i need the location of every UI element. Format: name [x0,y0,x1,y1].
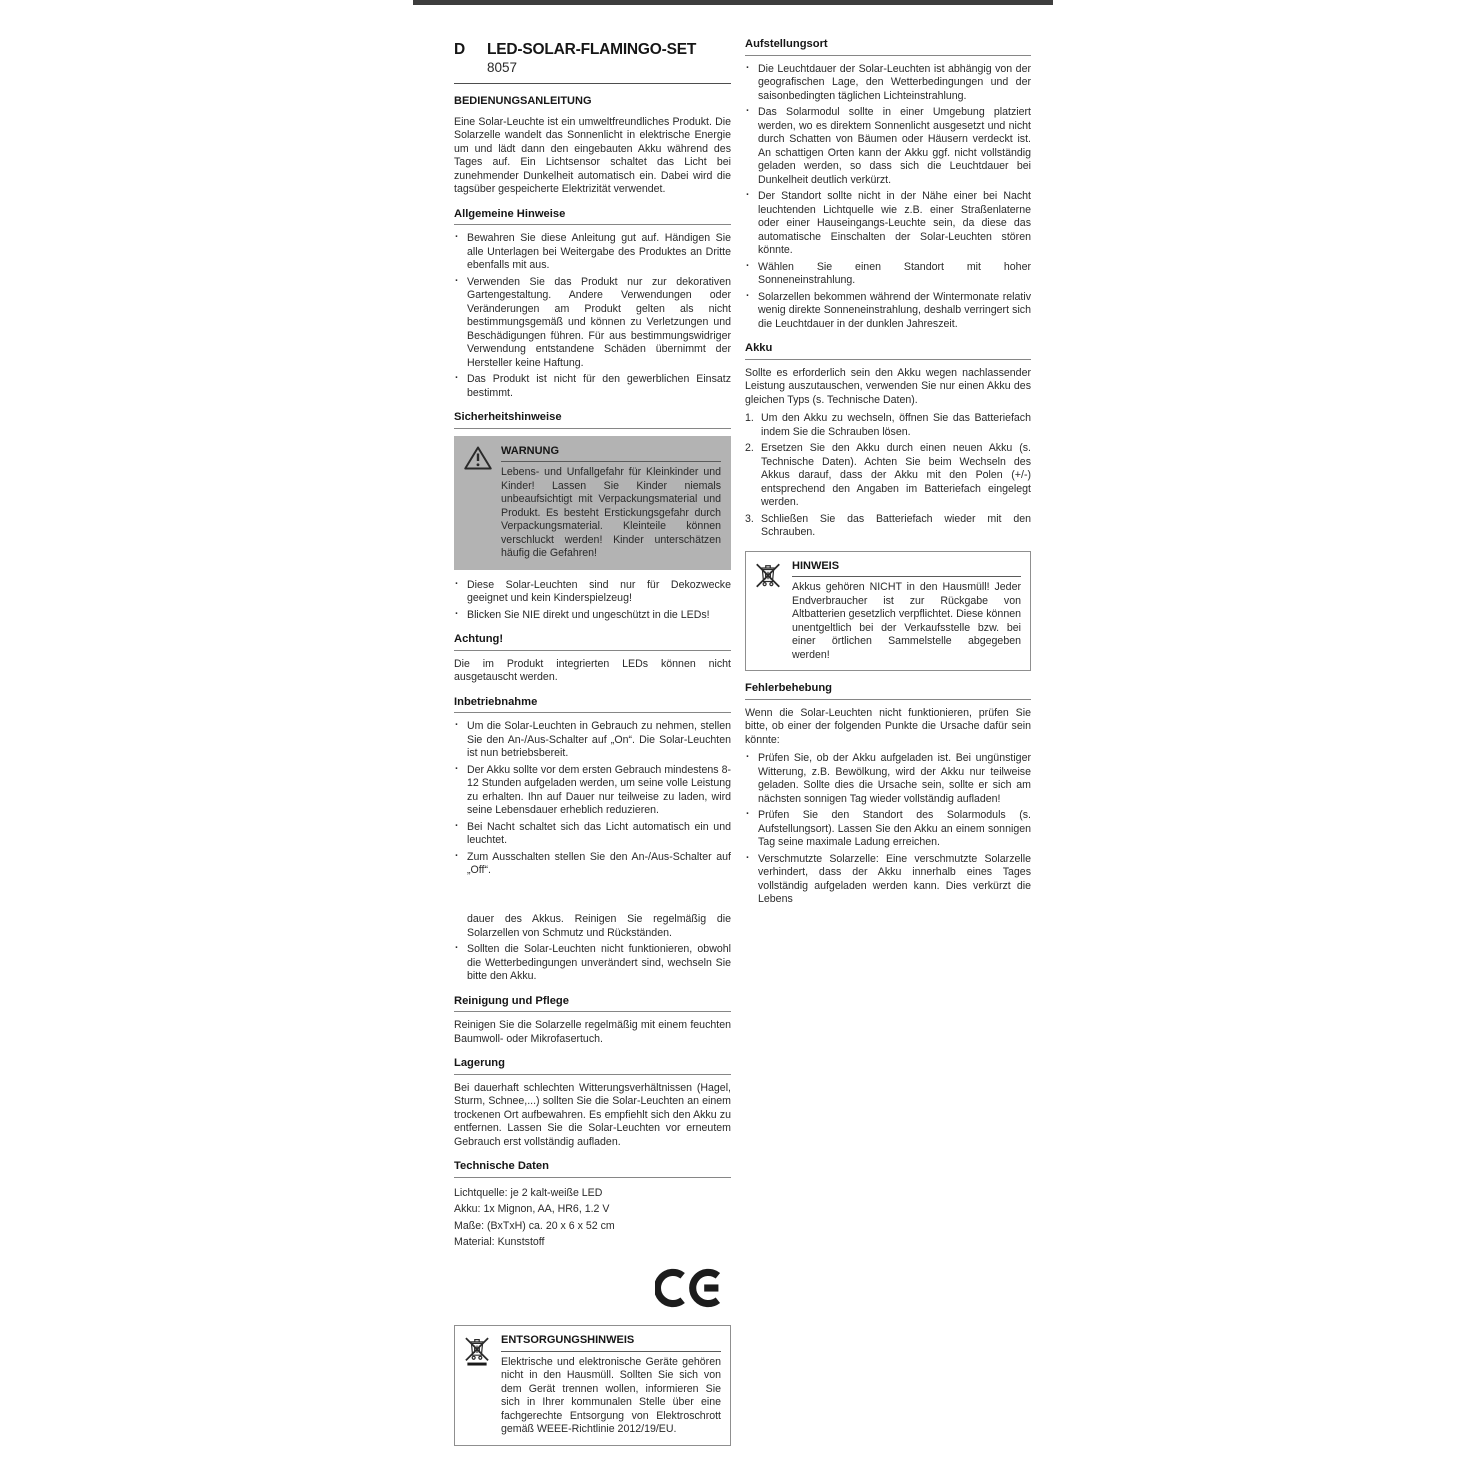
list-item: · Zum Ausschalten stellen Sie den An-/Aus-Schalter auf „Off“. [454,851,731,878]
right-column [745,38,1031,914]
page-title: LED-SOLAR-FLAMINGO-SET [487,41,697,58]
list-item: · Solarzellen bekommen während der Wintermonate relativ wenig direkte Sonneneinstrahlung, deshalb verringert sich die Leuchtdauer in der dunklen Jahreszeit. [745,291,1031,332]
numbered-step [745,412,1031,439]
numbered-step [745,442,1031,510]
left-column [454,40,731,885]
page-top-print-bar [413,0,1053,5]
akku-intro: Sollte es erforderlich sein den Akku wegen nachlassender Leistung auszutauschen, verwenden Sie nur einen Akku des gleichen Typs (s. Technische Daten). [745,366,1031,406]
list-item: · Diese Solar-Leuchten sind nur für Dekozwecke geeignet und kein Kinderspielzeug! [454,579,731,606]
achtung-paragraph: Die im Produkt integrierten LEDs können nicht ausgetauscht werden. [454,657,731,683]
heading-allgemeine-hinweise: Allgemeine Hinweise [454,208,731,226]
continuation-text: dauer des Akkus. Reinigen Sie regelmäßig die Solarzellen von Schmutz und Rückständen. [467,913,731,939]
warning-triangle-icon [463,445,493,471]
inbetriebnahme-list [454,720,731,878]
warning-text: Lebens- und Unfallgefahr für Kleinkinder und Kinder! Lassen Sie Kinder niemals unbeaufsichtigt mit Verpackungsmaterial und Produkt. Es besteht Erstickungsgefahr durch Verpackungsmaterial. Kleinteile können verschluckt werden! Kinder unterschätzen häufig die Gefahren! [501,466,721,559]
tech-spec-line: Lichtquelle: je 2 kalt-weiße LED [454,1186,603,1199]
list-item: · Verschmutzte Solarzelle: Eine verschmutzte Solarzelle verhindert, dass der Akku innerhalb eines Tages vollständig aufgeladen werden kann. Dies verkürzt die Lebens [745,853,1031,907]
allgemeine-hinweise-list [454,232,731,400]
tech-spec-line: Akku: 1x Mignon, AA, HR6, 1.2 V [454,1203,610,1215]
heading-lagerung: Lagerung [454,1057,731,1075]
list-item: · Prüfen Sie den Standort des Solarmoduls (s. Aufstellungsort). Lassen Sie den Akku an einem sonnigen Tag seine maximale Ladung erreichen. [745,809,1031,850]
fehlerbehebung-intro: Wenn die Solar-Leuchten nicht funktionieren, prüfen Sie bitte, ob einer der folgenden Punkte die Ursache dafür sein könnte: [745,706,1031,746]
hinweis-title: HINWEIS [792,560,1021,578]
left-column-continuation [454,913,731,1455]
list-item: · Verwenden Sie das Produkt nur zur dekorativen Gartengestaltung. Andere Verwendungen oder Veränderungen am Produkt gelten als nicht bestimmungsgemäß und können zu Verletzungen und Beschädigungen führen. Für aus bestimmungswidriger Verwendung entstandene Schäden übernimmt der Hersteller keine Haftung. [454,276,731,371]
model-number: 8057 [487,60,518,75]
entsorgung-text: Elektrische und elektronische Geräte gehören nicht in den Hausmüll. Sollten Sie sich von dem Gerät trennen wollen, informieren Sie sich in Ihrer kommunalen Stelle über eine fachgerechte Entsorgung von Elektroschrott gemäß WEEE-Richtlinie 2012/19/EU. [501,1355,721,1435]
heading-bedienungsanleitung: BEDIENUNGSANLEITUNG [454,95,592,107]
hinweis-text: Akkus gehören NICHT in den Hausmüll! Jeder Endverbraucher ist zur Rückgabe von Altbatterien gesetzlich verpflichtet. Diese können unentgeltlich bei der Verkaufsstelle bzw. bei einer örtlichen Sammelstelle abgegeben werden! [792,581,1021,661]
weee-crossed-bin-icon [462,1333,492,1367]
step-number: 2. [745,442,754,454]
list-item: · Die Leuchtdauer der Solar-Leuchten ist abhängig von der geografischen Lage, den Wetterbedingungen und der saisonbedingten täglichen Lichteinstrahlung. [745,63,1031,104]
heading-inbetriebnahme: Inbetriebnahme [454,696,731,714]
step-text: Schließen Sie das Batteriefach wieder mit den Schrauben. [761,512,1031,538]
heading-technische-daten: Technische Daten [454,1160,731,1178]
step-text: Ersetzen Sie den Akku durch einen neuen Akku (s. Technische Daten). Achten Sie beim Wechseln des Akkus darauf, dass der Akku mit den Polen (+/-) entsprechend den Angaben im Batteriefach eingelegt werden. [761,442,1031,508]
numbered-step [745,513,1031,540]
reinigung-paragraph: Reinigen Sie die Solarzelle regelmäßig mit einem feuchten Baumwoll- oder Mikrofasertuch. [454,1019,731,1045]
tech-spec-line: Material: Kunststoff [454,1236,545,1248]
battery-disposal-icon [753,559,783,589]
list-item: · Blicken Sie NIE direkt und ungeschützt in die LEDs! [454,609,731,623]
list-item: · Sollten die Solar-Leuchten nicht funktionieren, obwohl die Wetterbedingungen unverändert sind, wechseln Sie bitte den Akku. [454,943,731,984]
tech-spec-line: Maße: (BxTxH) ca. 20 x 6 x 52 cm [454,1219,615,1232]
heading-sicherheitshinweise: Sicherheitshinweise [454,411,731,429]
aufstellungsort-list [745,63,1031,332]
step-number: 1. [745,412,754,424]
list-item: · Prüfen Sie, ob der Akku aufgeladen ist. Bei ungünstiger Witterung, z.B. Bewölkung, wird der Akku nur teilweise geladen. Sollte dies die Ursache sein, sollte er sich am nächsten sonnigen Tag wieder vollständig aufladen! [745,752,1031,806]
list-item: · Um die Solar-Leuchten in Gebrauch zu nehmen, stellen Sie den An-/Aus-Schalter auf „On“. Die Solar-Leuchten ist nun betriebsbereit. [454,720,731,761]
list-item: · Der Akku sollte vor dem ersten Gebrauch mindestens 8-12 Stunden aufgeladen werden, um seine volle Leistung zu erhalten. Ihn auf Dauer nur teilweise zu laden, wird seine Lebensdauer erheblich reduzieren. [454,764,731,818]
warning-box [454,436,731,570]
list-item: · Wählen Sie einen Standort mit hoher Sonneneinstrahlung. [745,261,1031,288]
list-item: · Bei Nacht schaltet sich das Licht automatisch ein und leuchtet. [454,821,731,848]
hinweis-box [745,551,1031,672]
entsorgungshinweis-box [454,1325,731,1446]
heading-aufstellungsort: Aufstellungsort [745,38,1031,56]
lagerung-paragraph: Bei dauerhaft schlechten Witterungsverhältnissen (Hagel, Sturm, Schnee,...) sollten Sie die Solar-Leuchten an einem trockenen Ort aufbewahren. Es empfiehlt sich den Akku zu entfernen. Lassen Sie die Solar-Leuchten vor erneutem Gebrauch erst vollständig aufladen. [454,1081,731,1148]
heading-fehlerbehebung: Fehlerbehebung [745,682,1031,700]
entsorgung-title: ENTSORGUNGSHINWEIS [501,1334,721,1352]
fehlerbehebung-list [745,752,1031,907]
document-title-block [454,40,731,84]
warning-title: WARNUNG [501,445,721,463]
heading-reinigung: Reinigung und Pflege [454,995,731,1013]
list-item: · Der Standort sollte nicht in der Nähe einer bei Nacht leuchtenden Lichtquelle wie z.B. einer Straßenlaterne oder einer Hauseingangs-Leuchte sein, da diese das automatische Einschalten der Solar-Leuchten stören könnte. [745,190,1031,258]
heading-akku: Akku [745,342,1031,360]
list-item: · Bewahren Sie diese Anleitung gut auf. Händigen Sie alle Unterlagen bei Weitergabe des Produktes an Dritte ebenfalls mit aus. [454,232,731,273]
akku-steps [745,412,1031,540]
title-divider [454,83,731,84]
step-text: Um den Akku zu wechseln, öffnen Sie das Batteriefach indem Sie die Schrauben lösen. [761,412,1031,438]
heading-achtung: Achtung! [454,633,731,651]
sicherheitshinweise-list [454,579,731,623]
list-item: · Das Solarmodul sollte in einer Umgebung platziert werden, wo es direktem Sonnenlicht ausgesetzt und nicht durch Schatten von Bäumen oder Häusern verdeckt ist. An schattigen Orten kann der Akku ggf. nicht vollständig geladen werden, so dass sich die Leuchtdauer bei Dunkelheit deutlich verkürzt. [745,106,1031,187]
language-code: D [454,41,465,58]
intro-paragraph: Eine Solar-Leuchte ist ein umweltfreundliches Produkt. Die Solarzelle wandelt das Sonnenlicht in elektrische Energie um und lädt dann den eingebauten Akku während des Tages auf. Ein Lichtsensor schaltet das Licht bei zunehmender Dunkelheit automatisch ein. Dabei wird die tagsüber gespeicherte Elektrizität verwendet. [454,115,731,195]
ce-mark-icon [454,1267,729,1314]
step-number: 3. [745,512,754,525]
list-item: · Das Produkt ist nicht für den gewerblichen Einsatz bestimmt. [454,373,731,400]
